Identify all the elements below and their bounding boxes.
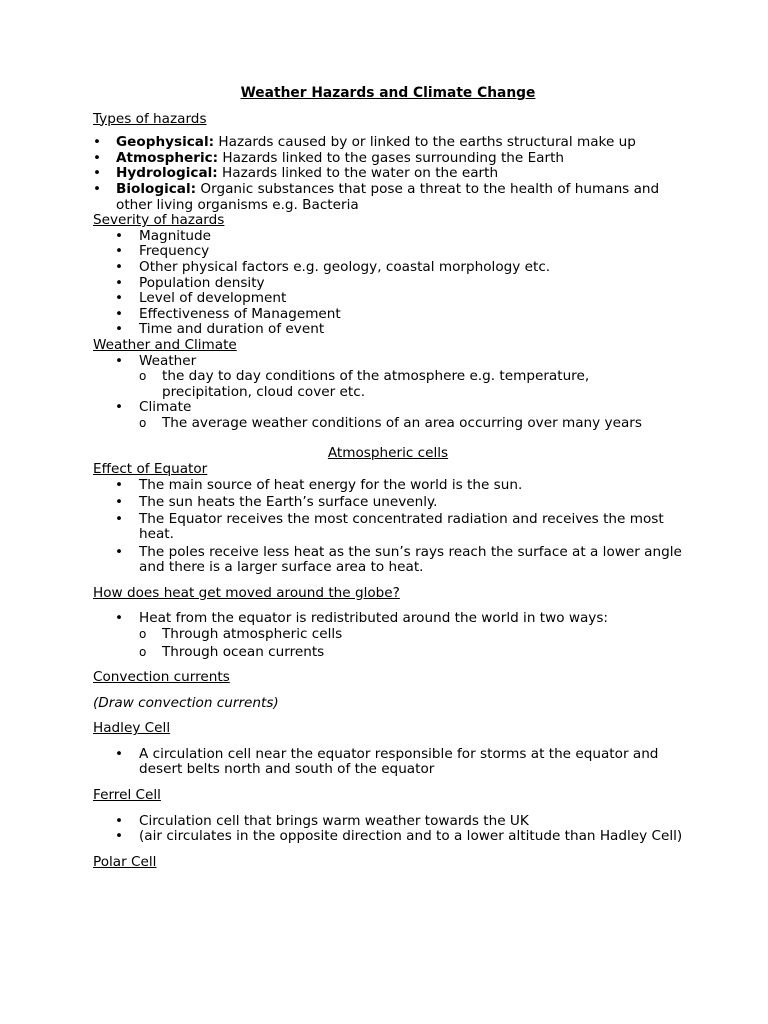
- document-title: Weather Hazards and Climate Change: [240, 85, 536, 101]
- definition: Hazards linked to the water on the earth: [217, 165, 499, 182]
- climate-sublist: [116, 416, 683, 432]
- document-page: [93, 86, 683, 870]
- heat-list: [93, 611, 683, 660]
- hadley-list: [93, 747, 683, 778]
- ferrel-heading: Ferrel Cell: [93, 787, 161, 804]
- weather-label: Weather: [139, 352, 197, 369]
- heat-intro: Heat from the equator is redistributed around the world in two ways:: [139, 610, 609, 627]
- list-item: • Frequency: [93, 244, 683, 260]
- polar-heading: Polar Cell: [93, 853, 157, 870]
- list-item: o The average weather conditions of an area occurring over many years: [116, 416, 683, 432]
- term: Geophysical:: [116, 134, 215, 151]
- list-item: • The main source of heat energy for the world is the sun.: [93, 478, 683, 494]
- list-item: • Magnitude: [93, 229, 683, 245]
- list-item: o Through ocean currents: [116, 645, 683, 661]
- definition: Organic substances that pose a threat to the health of humans and other living organisms e.g. Bacteria: [116, 180, 660, 213]
- list-item: o the day to day conditions of the atmosphere e.g. temperature, precipitation, cloud cover etc.: [116, 369, 683, 400]
- list-item: [93, 611, 683, 660]
- list-item: • Population density: [93, 276, 683, 292]
- list-item: • Circulation cell that brings warm weather towards the UK: [93, 814, 683, 830]
- types-list: [93, 135, 683, 213]
- term: Hydrological:: [116, 165, 218, 182]
- atmospheric-cells-heading: Atmospheric cells: [327, 445, 449, 462]
- list-item: • Effectiveness of Management: [93, 307, 683, 323]
- definition: Hazards linked to the gases surrounding the Earth: [218, 149, 565, 166]
- term: Atmospheric:: [116, 149, 219, 166]
- convection-note: (Draw convection currents): [93, 694, 279, 711]
- list-item: • Other physical factors e.g. geology, coastal morphology etc.: [93, 260, 683, 276]
- list-item: • A circulation cell near the equator responsible for storms at the equator and desert belts north and south of the equator: [93, 747, 683, 778]
- list-item: • The sun heats the Earth’s surface unevenly.: [93, 495, 683, 511]
- ferrel-list: [93, 814, 683, 845]
- definition: Hazards caused by or linked to the earths structural make up: [214, 134, 636, 151]
- list-item: [93, 354, 683, 401]
- list-item: [93, 182, 683, 213]
- climate-label: Climate: [139, 399, 192, 416]
- list-item: • Time and duration of event: [93, 322, 683, 338]
- list-item: • (air circulates in the opposite direction and to a lower altitude than Hadley Cell): [93, 829, 683, 845]
- heat-heading: How does heat get moved around the globe?: [93, 584, 400, 601]
- weather-climate-list: [93, 354, 683, 432]
- list-item: [93, 400, 683, 431]
- list-item: • The poles receive less heat as the sun’s rays reach the surface at a lower angle and there is a larger surface area to heat.: [93, 545, 683, 576]
- severity-list: [93, 229, 683, 338]
- weather-sublist: [116, 369, 683, 400]
- list-item: [93, 151, 683, 167]
- list-item: [93, 135, 683, 151]
- weather-climate-heading: Weather and Climate: [93, 336, 237, 353]
- convection-heading: Convection currents: [93, 669, 230, 686]
- list-item: [93, 166, 683, 182]
- equator-heading: Effect of Equator: [93, 461, 208, 478]
- term: Biological:: [116, 180, 197, 197]
- list-item: o Through atmospheric cells: [116, 627, 683, 643]
- heat-sublist: [116, 627, 683, 660]
- severity-heading: Severity of hazards: [93, 212, 225, 229]
- equator-list: [93, 478, 683, 576]
- hadley-heading: Hadley Cell: [93, 720, 171, 737]
- list-item: • The Equator receives the most concentrated radiation and receives the most heat.: [93, 512, 683, 543]
- types-heading: Types of hazards: [93, 110, 207, 127]
- list-item: • Level of development: [93, 291, 683, 307]
